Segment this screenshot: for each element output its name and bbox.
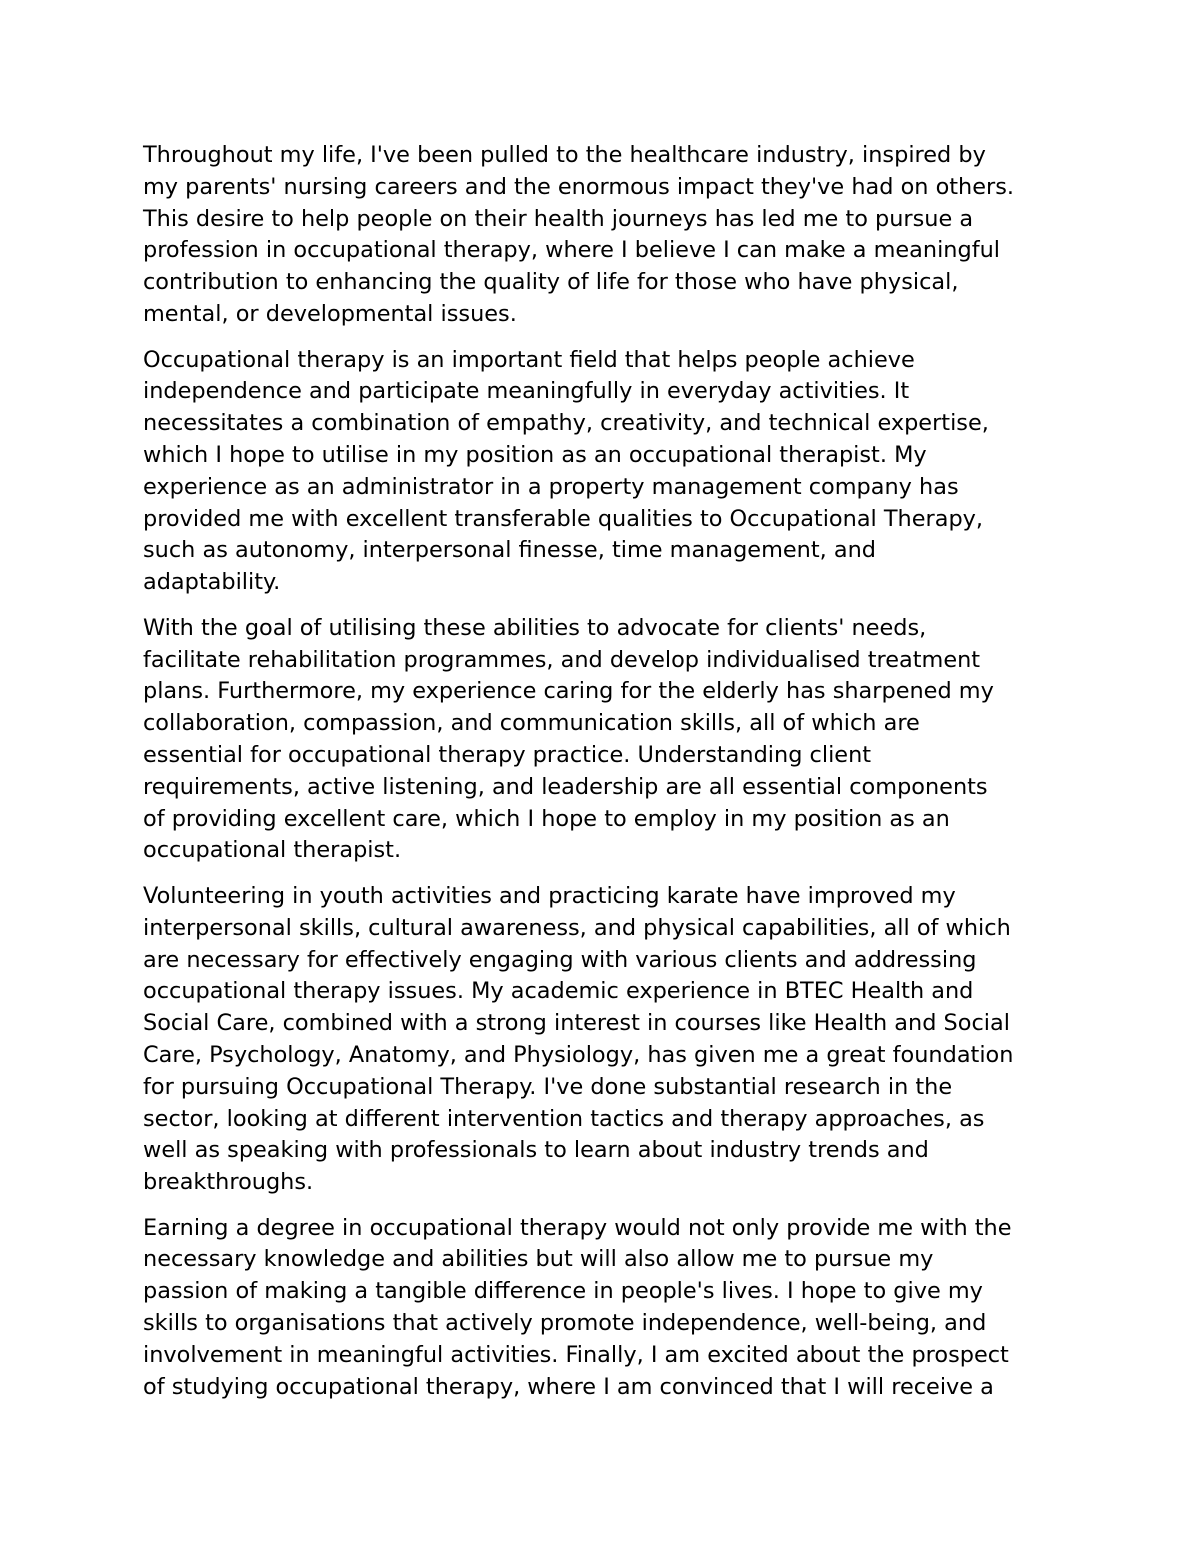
text-line: Volunteering in youth activities and practicing karate have improved my [143, 882, 956, 909]
text-line: collaboration, compassion, and communication skills, all of which are [143, 710, 920, 737]
text-line: With the goal of utilising these abilities to advocate for clients' needs, [143, 614, 927, 641]
text-line: for pursuing Occupational Therapy. I've done substantial research in the [143, 1073, 953, 1100]
text-line: facilitate rehabilitation programmes, and develop individualised treatment [143, 646, 981, 673]
text-line: Care, Psychology, Anatomy, and Physiology, has given me a great foundation [143, 1041, 1014, 1068]
text-line: profession in occupational therapy, where I believe I can make a meaningful [143, 237, 1000, 264]
text-line: experience as an administrator in a property management company has [143, 473, 959, 500]
text-line: sector, looking at different intervention tactics and therapy approaches, as [143, 1105, 985, 1132]
paragraph-1 [143, 140, 1073, 331]
text-line: This desire to help people on their health journeys has led me to pursue a [143, 205, 974, 232]
text-line: adaptability. [143, 569, 281, 596]
paragraph-2 [143, 345, 1073, 599]
text-line: skills to organisations that actively promote independence, well-being, and [143, 1310, 987, 1337]
text-line: Social Care, combined with a strong interest in courses like Health and Social [143, 1010, 1010, 1037]
text-line: plans. Furthermore, my experience caring for the elderly has sharpened my [143, 678, 994, 705]
text-line: necessary knowledge and abilities but will also allow me to pursue my [143, 1246, 934, 1273]
text-line: Occupational therapy is an important field that helps people achieve [143, 346, 915, 373]
text-line: occupational therapist. [143, 837, 402, 864]
text-line: mental, or developmental issues. [143, 300, 517, 327]
text-line: interpersonal skills, cultural awareness, and physical capabilities, all of which [143, 914, 1011, 941]
text-line: Earning a degree in occupational therapy would not only provide me with the [143, 1214, 1012, 1241]
text-line: my parents' nursing careers and the enormous impact they've had on others. [143, 173, 1015, 200]
text-line: contribution to enhancing the quality of life for those who have physical, [143, 269, 959, 296]
paragraph-4 [143, 881, 1073, 1199]
text-line: breakthroughs. [143, 1169, 314, 1196]
text-line: are necessary for effectively engaging with various clients and addressing [143, 946, 977, 973]
text-line: provided me with excellent transferable qualities to Occupational Therapy, [143, 505, 984, 532]
text-line: occupational therapy issues. My academic experience in BTEC Health and [143, 978, 974, 1005]
text-line: involvement in meaningful activities. Finally, I am excited about the prospect [143, 1341, 1009, 1368]
paragraph-5 [143, 1213, 1073, 1404]
paragraph-3 [143, 613, 1073, 867]
text-line: of studying occupational therapy, where I am convinced that I will receive a [143, 1373, 994, 1400]
text-line: requirements, active listening, and leadership are all essential components [143, 773, 988, 800]
text-line: such as autonomy, interpersonal finesse, time management, and [143, 537, 876, 564]
text-line: essential for occupational therapy practice. Understanding client [143, 741, 872, 768]
text-line: well as speaking with professionals to learn about industry trends and [143, 1137, 929, 1164]
text-line: necessitates a combination of empathy, creativity, and technical expertise, [143, 410, 989, 437]
text-line: which I hope to utilise in my position as an occupational therapist. My [143, 441, 927, 468]
text-line: of providing excellent care, which I hope to employ in my position as an [143, 805, 950, 832]
text-line: independence and participate meaningfully in everyday activities. It [143, 378, 910, 405]
document-page [143, 140, 1073, 1417]
text-line: Throughout my life, I've been pulled to the healthcare industry, inspired by [143, 142, 986, 168]
text-line: passion of making a tangible difference in people's lives. I hope to give my [143, 1278, 983, 1305]
